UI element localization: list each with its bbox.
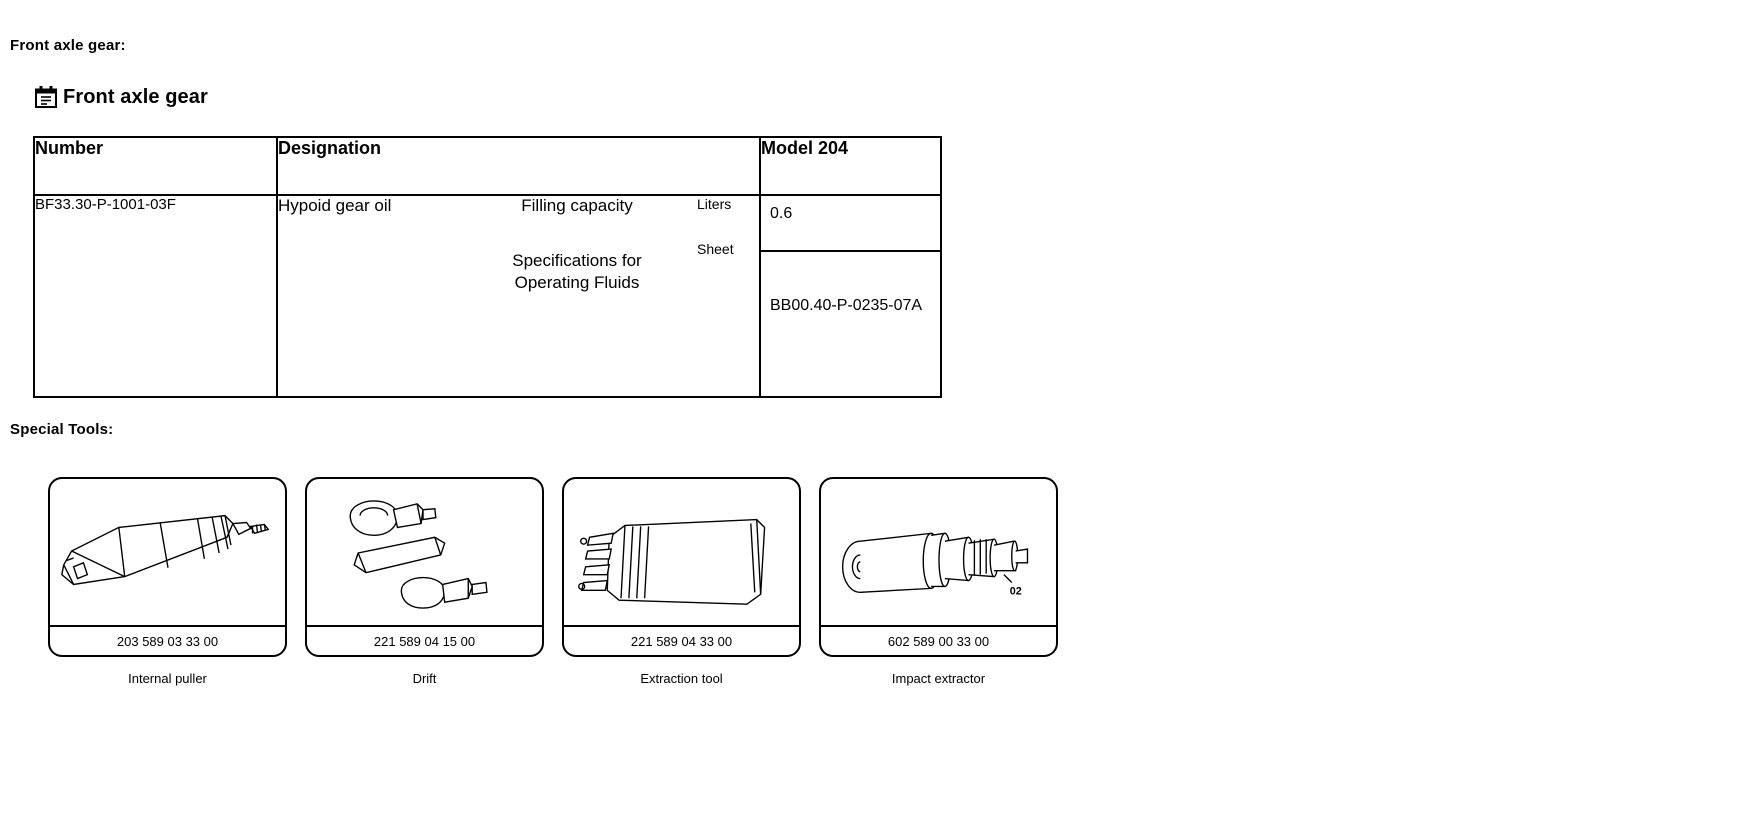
tool-number: 203 589 03 33 00 (50, 625, 285, 655)
cell-designation-label: Hypoid gear oil (278, 196, 392, 215)
tool-caption: Internal puller (128, 671, 207, 686)
drift-icon (307, 479, 542, 628)
special-tools-heading: Special Tools: (10, 421, 114, 438)
tool-image-box (305, 477, 544, 657)
cell-designation-spacer (278, 241, 457, 342)
cell-filling-capacity-value: 0.6 (761, 196, 940, 252)
cell-specs-label-line2: Operating Fluids (514, 273, 640, 293)
header-designation: Designation (277, 137, 760, 195)
designation-sub-row-specs (278, 241, 759, 342)
tool-image-box (819, 477, 1058, 657)
cell-filling-capacity-unit: Liters (697, 196, 732, 212)
cell-model-group (760, 195, 941, 397)
tool-card-extraction-tool[interactable] (562, 477, 801, 686)
designation-inner-table (278, 196, 759, 342)
tool-image-box (562, 477, 801, 657)
cell-specs-value: BB00.40-P-0235-07A (770, 297, 923, 314)
impact-extractor-icon (821, 479, 1056, 628)
tool-card-impact-extractor[interactable] (819, 477, 1058, 686)
designation-sub-row-filling (278, 196, 759, 241)
tool-caption: Impact extractor (891, 671, 986, 686)
tool-number: 221 589 04 15 00 (307, 625, 542, 655)
header-model: Model 204 (760, 137, 941, 195)
clipboard-note-icon (33, 84, 59, 110)
table-row (34, 195, 941, 397)
fluid-spec-table (33, 136, 942, 398)
front-axle-gear-heading: Front axle gear: (10, 37, 126, 54)
note-title: Front axle gear (63, 85, 208, 108)
note-title-row (33, 84, 208, 110)
header-number: Number (34, 137, 277, 195)
tool-caption: Drift (412, 671, 437, 686)
cell-filling-capacity-label: Filling capacity (521, 196, 633, 215)
internal-puller-icon (50, 479, 285, 628)
table-header-row (34, 137, 941, 195)
tool-card-internal-puller[interactable] (48, 477, 287, 686)
tool-number: 221 589 04 33 00 (564, 625, 799, 655)
tool-card-drift[interactable] (305, 477, 544, 686)
cell-specs-unit: Sheet (697, 241, 734, 257)
special-tools-row (48, 477, 1058, 686)
tool-caption: Extraction tool (640, 671, 723, 686)
cell-number: BF33.30-P-1001-03F (34, 195, 277, 397)
cell-specs-label (457, 241, 697, 342)
cell-designation-group (277, 195, 760, 397)
cell-specs-label-line1: Specifications for (512, 251, 642, 270)
tool-image-box (48, 477, 287, 657)
tool-number: 602 589 00 33 00 (821, 625, 1056, 655)
extraction-tool-icon (564, 479, 799, 628)
impact-extractor-annotation: 02 (1009, 585, 1022, 598)
